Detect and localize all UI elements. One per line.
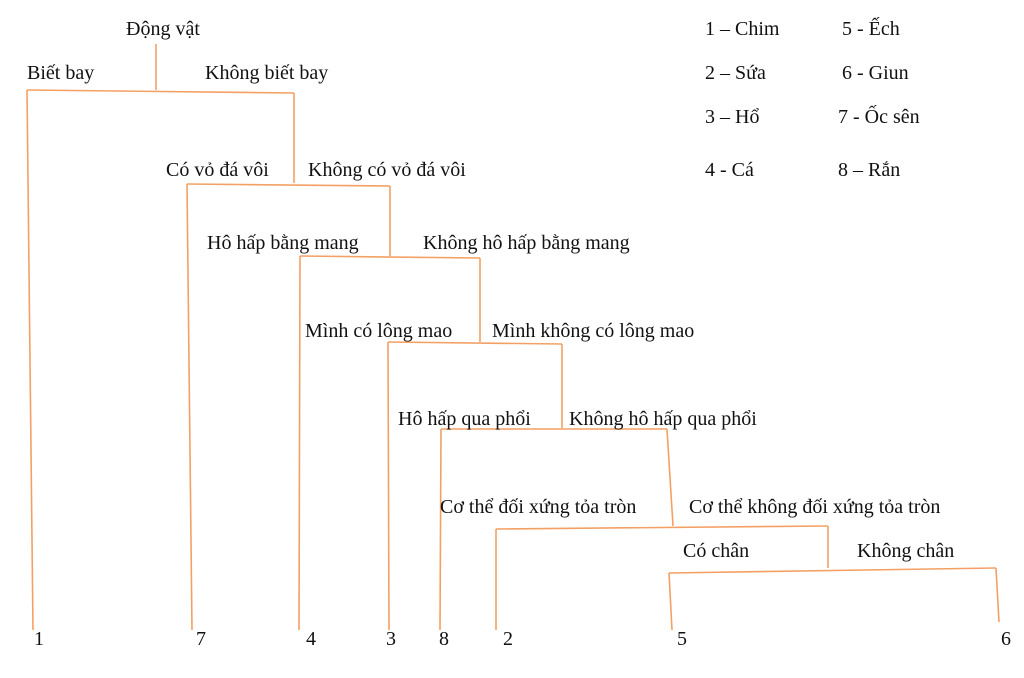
- node-fly: Biết bay: [27, 62, 95, 84]
- line-split-radial: [496, 526, 828, 529]
- root-label: Động vật: [126, 18, 200, 40]
- node-no-fly: Không biết bay: [205, 62, 329, 84]
- line-split-fly: [27, 90, 294, 93]
- line-split-fur: [388, 342, 562, 344]
- line-no-lungs-stem: [667, 429, 673, 526]
- node-no-lungs: Không hô hấp qua phổi: [569, 408, 757, 430]
- line-lungs-branch: [440, 429, 441, 630]
- node-legs: Có chân: [683, 540, 750, 562]
- node-no-legs: Không chân: [857, 540, 955, 562]
- line-gills-branch: [299, 256, 300, 630]
- leaf-4: 4: [306, 628, 316, 650]
- node-radial: Cơ thể đối xứng tỏa tròn: [440, 496, 637, 518]
- node-fur: Mình có lông mao: [305, 320, 453, 342]
- node-no-radial: Cơ thể không đối xứng tỏa tròn: [689, 496, 941, 518]
- legend-item-3: 3 – Hổ: [705, 106, 760, 128]
- line-legs-branch: [669, 573, 672, 630]
- node-gills: Hô hấp bằng mang: [207, 232, 359, 254]
- line-shell-branch: [187, 184, 192, 630]
- line-fur-branch: [388, 342, 389, 630]
- leaf-8: 8: [439, 628, 449, 650]
- legend-item-8: 8 – Rắn: [838, 159, 901, 181]
- leaf-6: 6: [1001, 628, 1011, 650]
- node-shell: Có vỏ đá vôi: [166, 159, 269, 181]
- line-split-shell: [187, 184, 390, 186]
- line-split-legs: [669, 568, 996, 573]
- node-no-gills: Không hô hấp bằng mang: [423, 232, 630, 254]
- leaf-3: 3: [386, 628, 396, 650]
- line-split-gills: [300, 256, 480, 258]
- leaf-5: 5: [677, 628, 687, 650]
- legend-item-1: 1 – Chim: [705, 18, 780, 40]
- legend-item-2: 2 – Sứa: [705, 62, 766, 84]
- node-no-shell: Không có vỏ đá vôi: [308, 159, 466, 181]
- node-lungs: Hô hấp qua phổi: [398, 408, 531, 430]
- node-no-fur: Mình không có lông mao: [492, 320, 695, 342]
- legend-item-7: 7 - Ốc sên: [838, 106, 920, 128]
- leaf-2: 2: [503, 628, 513, 650]
- legend-item-6: 6 - Giun: [842, 62, 909, 84]
- legend-item-4: 4 - Cá: [705, 159, 754, 181]
- leaf-1: 1: [34, 628, 44, 650]
- leaf-7: 7: [196, 628, 206, 650]
- legend-item-5: 5 - Ếch: [842, 18, 900, 40]
- line-no-legs-branch: [996, 568, 999, 622]
- line-fly-branch: [27, 90, 33, 630]
